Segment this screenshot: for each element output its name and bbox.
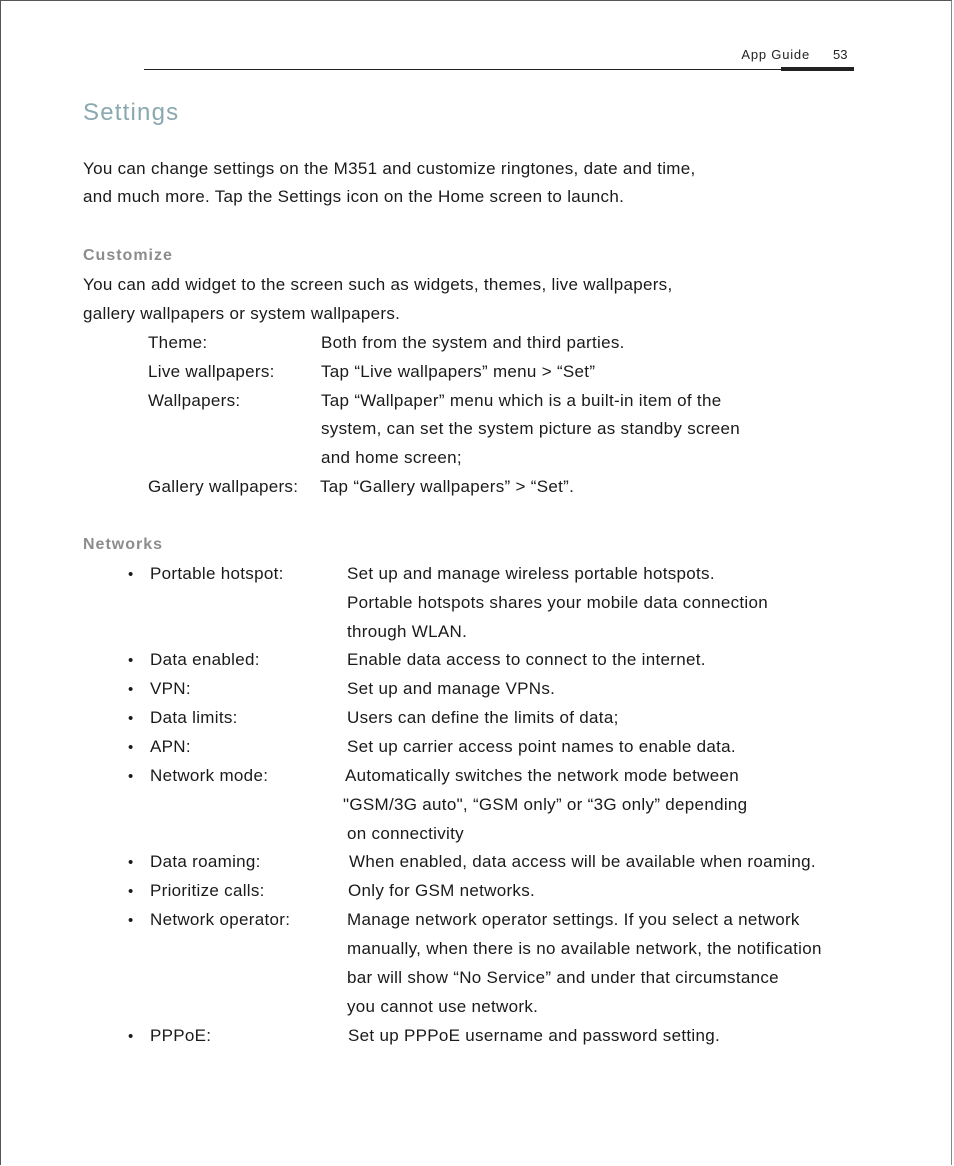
network-desc: Users can define the limits of data; <box>347 708 619 727</box>
network-desc: Portable hotspots shares your mobile data connection <box>347 593 769 612</box>
bullet: • <box>128 681 134 698</box>
network-desc: "GSM/3G auto", “GSM only” or “3G only” depending <box>343 795 748 814</box>
network-term: Data roaming: <box>150 852 261 871</box>
header-rule <box>144 69 854 70</box>
network-term: Prioritize calls: <box>150 881 265 900</box>
bullet: • <box>128 652 134 669</box>
intro-line-2: and much more. Tap the Settings icon on the Home screen to launch. <box>83 187 625 206</box>
network-term: Data limits: <box>150 708 238 727</box>
network-desc: Enable data access to connect to the internet. <box>347 650 706 669</box>
customize-intro-line-2: gallery wallpapers or system wallpapers. <box>83 304 401 323</box>
bullet: • <box>128 768 134 785</box>
network-desc: Manage network operator settings. If you select a network <box>347 910 800 929</box>
network-desc: on connectivity <box>347 824 464 843</box>
network-term: Data enabled: <box>150 650 260 669</box>
customize-desc: Tap “Wallpaper” menu which is a built-in item of the <box>321 391 722 410</box>
network-term: PPPoE: <box>150 1026 212 1045</box>
customize-desc: system, can set the system picture as standby screen <box>321 419 741 438</box>
network-desc: Only for GSM networks. <box>348 881 536 900</box>
header-rule-accent <box>781 67 854 71</box>
network-term: Network mode: <box>150 766 269 785</box>
intro-line-1: You can change settings on the M351 and customize ringtones, date and time, <box>83 159 696 178</box>
bullet: • <box>128 1028 134 1045</box>
bullet: • <box>128 854 134 871</box>
page-title: Settings <box>83 99 180 126</box>
customize-intro-line-1: You can add widget to the screen such as widgets, themes, live wallpapers, <box>83 275 673 294</box>
network-desc: bar will show “No Service” and under that circumstance <box>347 968 779 987</box>
bullet: • <box>128 710 134 727</box>
network-term: Portable hotspot: <box>150 564 284 583</box>
network-term: Network operator: <box>150 910 291 929</box>
network-desc: through WLAN. <box>347 622 468 641</box>
customize-term: Gallery wallpapers: <box>148 477 299 496</box>
bullet: • <box>128 883 134 900</box>
network-term: VPN: <box>150 679 191 698</box>
customize-term: Theme: <box>148 333 208 352</box>
customize-term: Live wallpapers: <box>148 362 275 381</box>
header-section-label: App Guide <box>741 47 810 62</box>
customize-desc: and home screen; <box>321 448 462 467</box>
customize-desc: Tap “Gallery wallpapers” > “Set”. <box>320 477 575 496</box>
network-desc: When enabled, data access will be available when roaming. <box>349 852 816 871</box>
header-page-number: 53 <box>833 47 848 62</box>
section-heading-customize: Customize <box>83 247 173 264</box>
network-desc: Set up carrier access point names to enable data. <box>347 737 736 756</box>
customize-term: Wallpapers: <box>148 391 241 410</box>
network-desc: manually, when there is no available network, the notification <box>347 939 822 958</box>
network-desc: Set up PPPoE username and password setting. <box>348 1026 720 1045</box>
network-term: APN: <box>150 737 191 756</box>
network-desc: Automatically switches the network mode between <box>345 766 739 785</box>
network-desc: you cannot use network. <box>347 997 539 1016</box>
network-desc: Set up and manage wireless portable hotspots. <box>347 564 715 583</box>
customize-desc: Both from the system and third parties. <box>321 333 625 352</box>
section-heading-networks: Networks <box>83 536 164 553</box>
customize-desc: Tap “Live wallpapers” menu > “Set” <box>321 362 596 381</box>
bullet: • <box>128 912 134 929</box>
bullet: • <box>128 739 134 756</box>
bullet: • <box>128 566 134 583</box>
network-desc: Set up and manage VPNs. <box>347 679 556 698</box>
